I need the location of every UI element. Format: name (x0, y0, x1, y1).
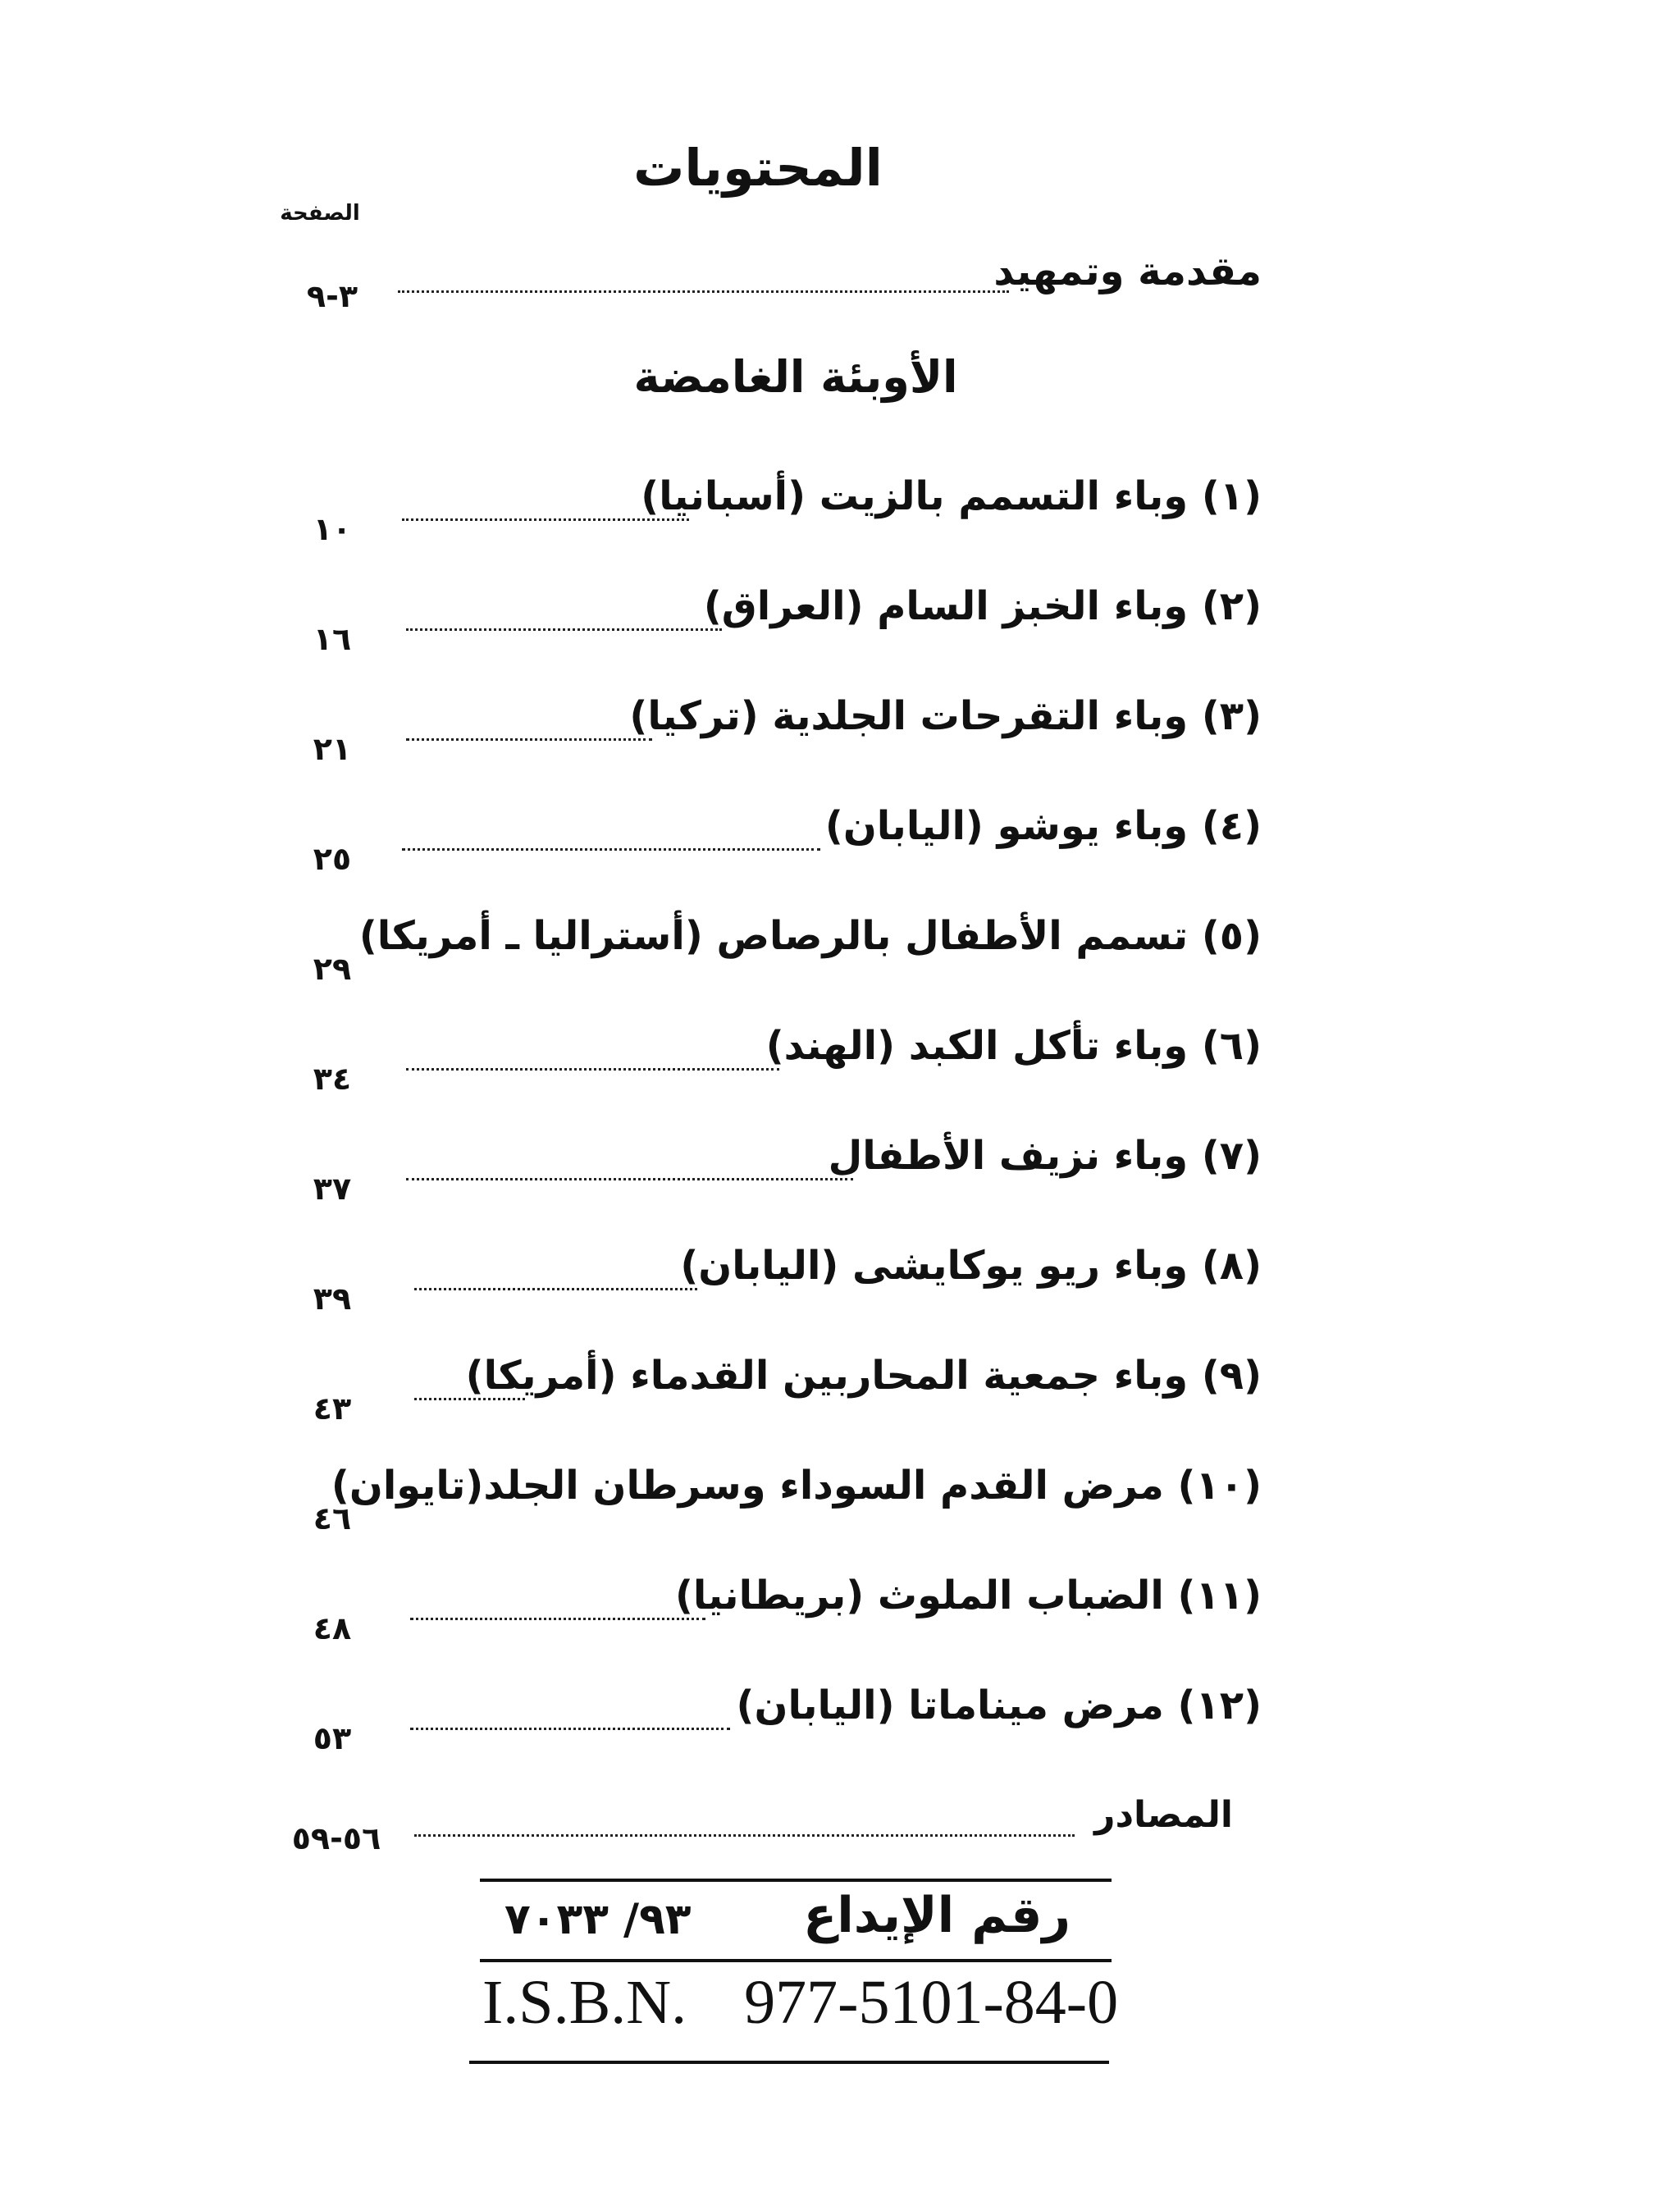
toc-entry-label: (٣) وباء التقرحات الجلدية (تركيا) (629, 693, 1262, 739)
leader-dots (398, 290, 1009, 293)
toc-entry-label: (٧) وباء نزيف الأطفال (828, 1133, 1262, 1179)
toc-entry-label: (٩) وباء جمعية المحاربين القدماء (أمريكا) (465, 1353, 1262, 1399)
page-column-label: الصفحة (280, 201, 360, 226)
toc-entry (0, 578, 1680, 668)
isbn-number: 977-5101-84-0 (744, 1968, 1119, 2037)
toc-entry-page: ٢٥ (313, 841, 352, 877)
toc-entry (0, 797, 1680, 888)
toc-entry (0, 1677, 1680, 1767)
legal-deposit-label: رقم الإيداع (803, 1887, 1071, 1944)
toc-entry-label: (٦) وباء تأكل الكبد (الهند) (765, 1023, 1262, 1069)
toc-entry (0, 1017, 1680, 1107)
leader-dots (410, 1728, 730, 1730)
toc-entry-page: ٤٣ (313, 1390, 352, 1427)
toc-entry-label: (١٢) مرض ميناماتا (اليابان) (736, 1682, 1262, 1728)
isbn (482, 1967, 1118, 2039)
page-title: المحتويات (633, 138, 883, 198)
leader-dots (406, 1178, 853, 1180)
divider-line (480, 1959, 1112, 1962)
leader-dots (406, 628, 722, 631)
leader-dots (410, 1618, 705, 1620)
toc-entry-page: ٤٨ (313, 1610, 352, 1646)
toc-entry-page: ١٠ (313, 511, 352, 547)
toc-intro (0, 243, 1680, 333)
toc-entry-page: ٣٤ (313, 1061, 352, 1097)
toc-entry-page: ٢٩ (313, 951, 352, 987)
toc-entry-page: ٣٩ (313, 1281, 352, 1317)
legal-deposit (480, 1887, 1112, 1961)
leader-dots (402, 518, 689, 521)
toc-entry-page: ٣٧ (313, 1171, 352, 1207)
toc-entry (0, 1457, 1680, 1547)
divider-line (480, 1879, 1112, 1882)
leader-dots (402, 848, 820, 851)
toc-intro-page: ٣-٩ (306, 278, 358, 314)
toc-entry (0, 1347, 1680, 1437)
toc-entry (0, 1237, 1680, 1327)
toc-entry (0, 907, 1680, 998)
toc-entry (0, 1127, 1680, 1217)
leader-dots (406, 1068, 779, 1071)
leader-dots (406, 738, 652, 741)
toc-entry-label: (٢) وباء الخبز السام (العراق) (703, 583, 1262, 629)
toc-entry-page: ٤٦ (313, 1500, 352, 1536)
leader-dots (414, 1834, 1075, 1837)
toc-entry (0, 1567, 1680, 1657)
toc-entry-label: (١٠) مرض القدم السوداء وسرطان الجلد(تايوان) (331, 1463, 1262, 1509)
section-heading: الأوبئة الغامضة (633, 351, 958, 403)
toc-entry-label: (٤) وباء يوشو (اليابان) (824, 803, 1262, 849)
leader-dots (414, 1288, 697, 1290)
toc-entry (0, 468, 1680, 558)
isbn-label: I.S.B.N. (482, 1968, 687, 2037)
toc-sources-label: المصادر (1094, 1794, 1233, 1836)
toc-entry-label: (٥) تسمم الأطفال بالرصاص (أستراليا ـ أمريكا) (358, 913, 1262, 959)
legal-deposit-number: ٩٣/ ٧٠٣٣ (504, 1895, 692, 1944)
leader-dots (414, 1398, 525, 1400)
toc-entry-page: ١٦ (313, 621, 352, 657)
divider-line (469, 2061, 1109, 2064)
toc-entry-label: (٨) وباء ريو يوكايشى (اليابان) (680, 1243, 1262, 1289)
toc-sources-page: ٥٦-٥٩ (291, 1820, 381, 1856)
toc-sources (0, 1787, 1680, 1877)
toc-entry-page: ٥٣ (313, 1720, 352, 1756)
toc-intro-label: مقدمة وتمهيد (993, 249, 1262, 294)
toc-entry (0, 687, 1680, 778)
toc-entry-label: (١) وباء التسمم بالزيت (أسبانيا) (641, 473, 1262, 519)
toc-entry-page: ٢١ (313, 731, 352, 767)
toc-entry-label: (١١) الضباب الملوث (بريطانيا) (674, 1573, 1262, 1619)
